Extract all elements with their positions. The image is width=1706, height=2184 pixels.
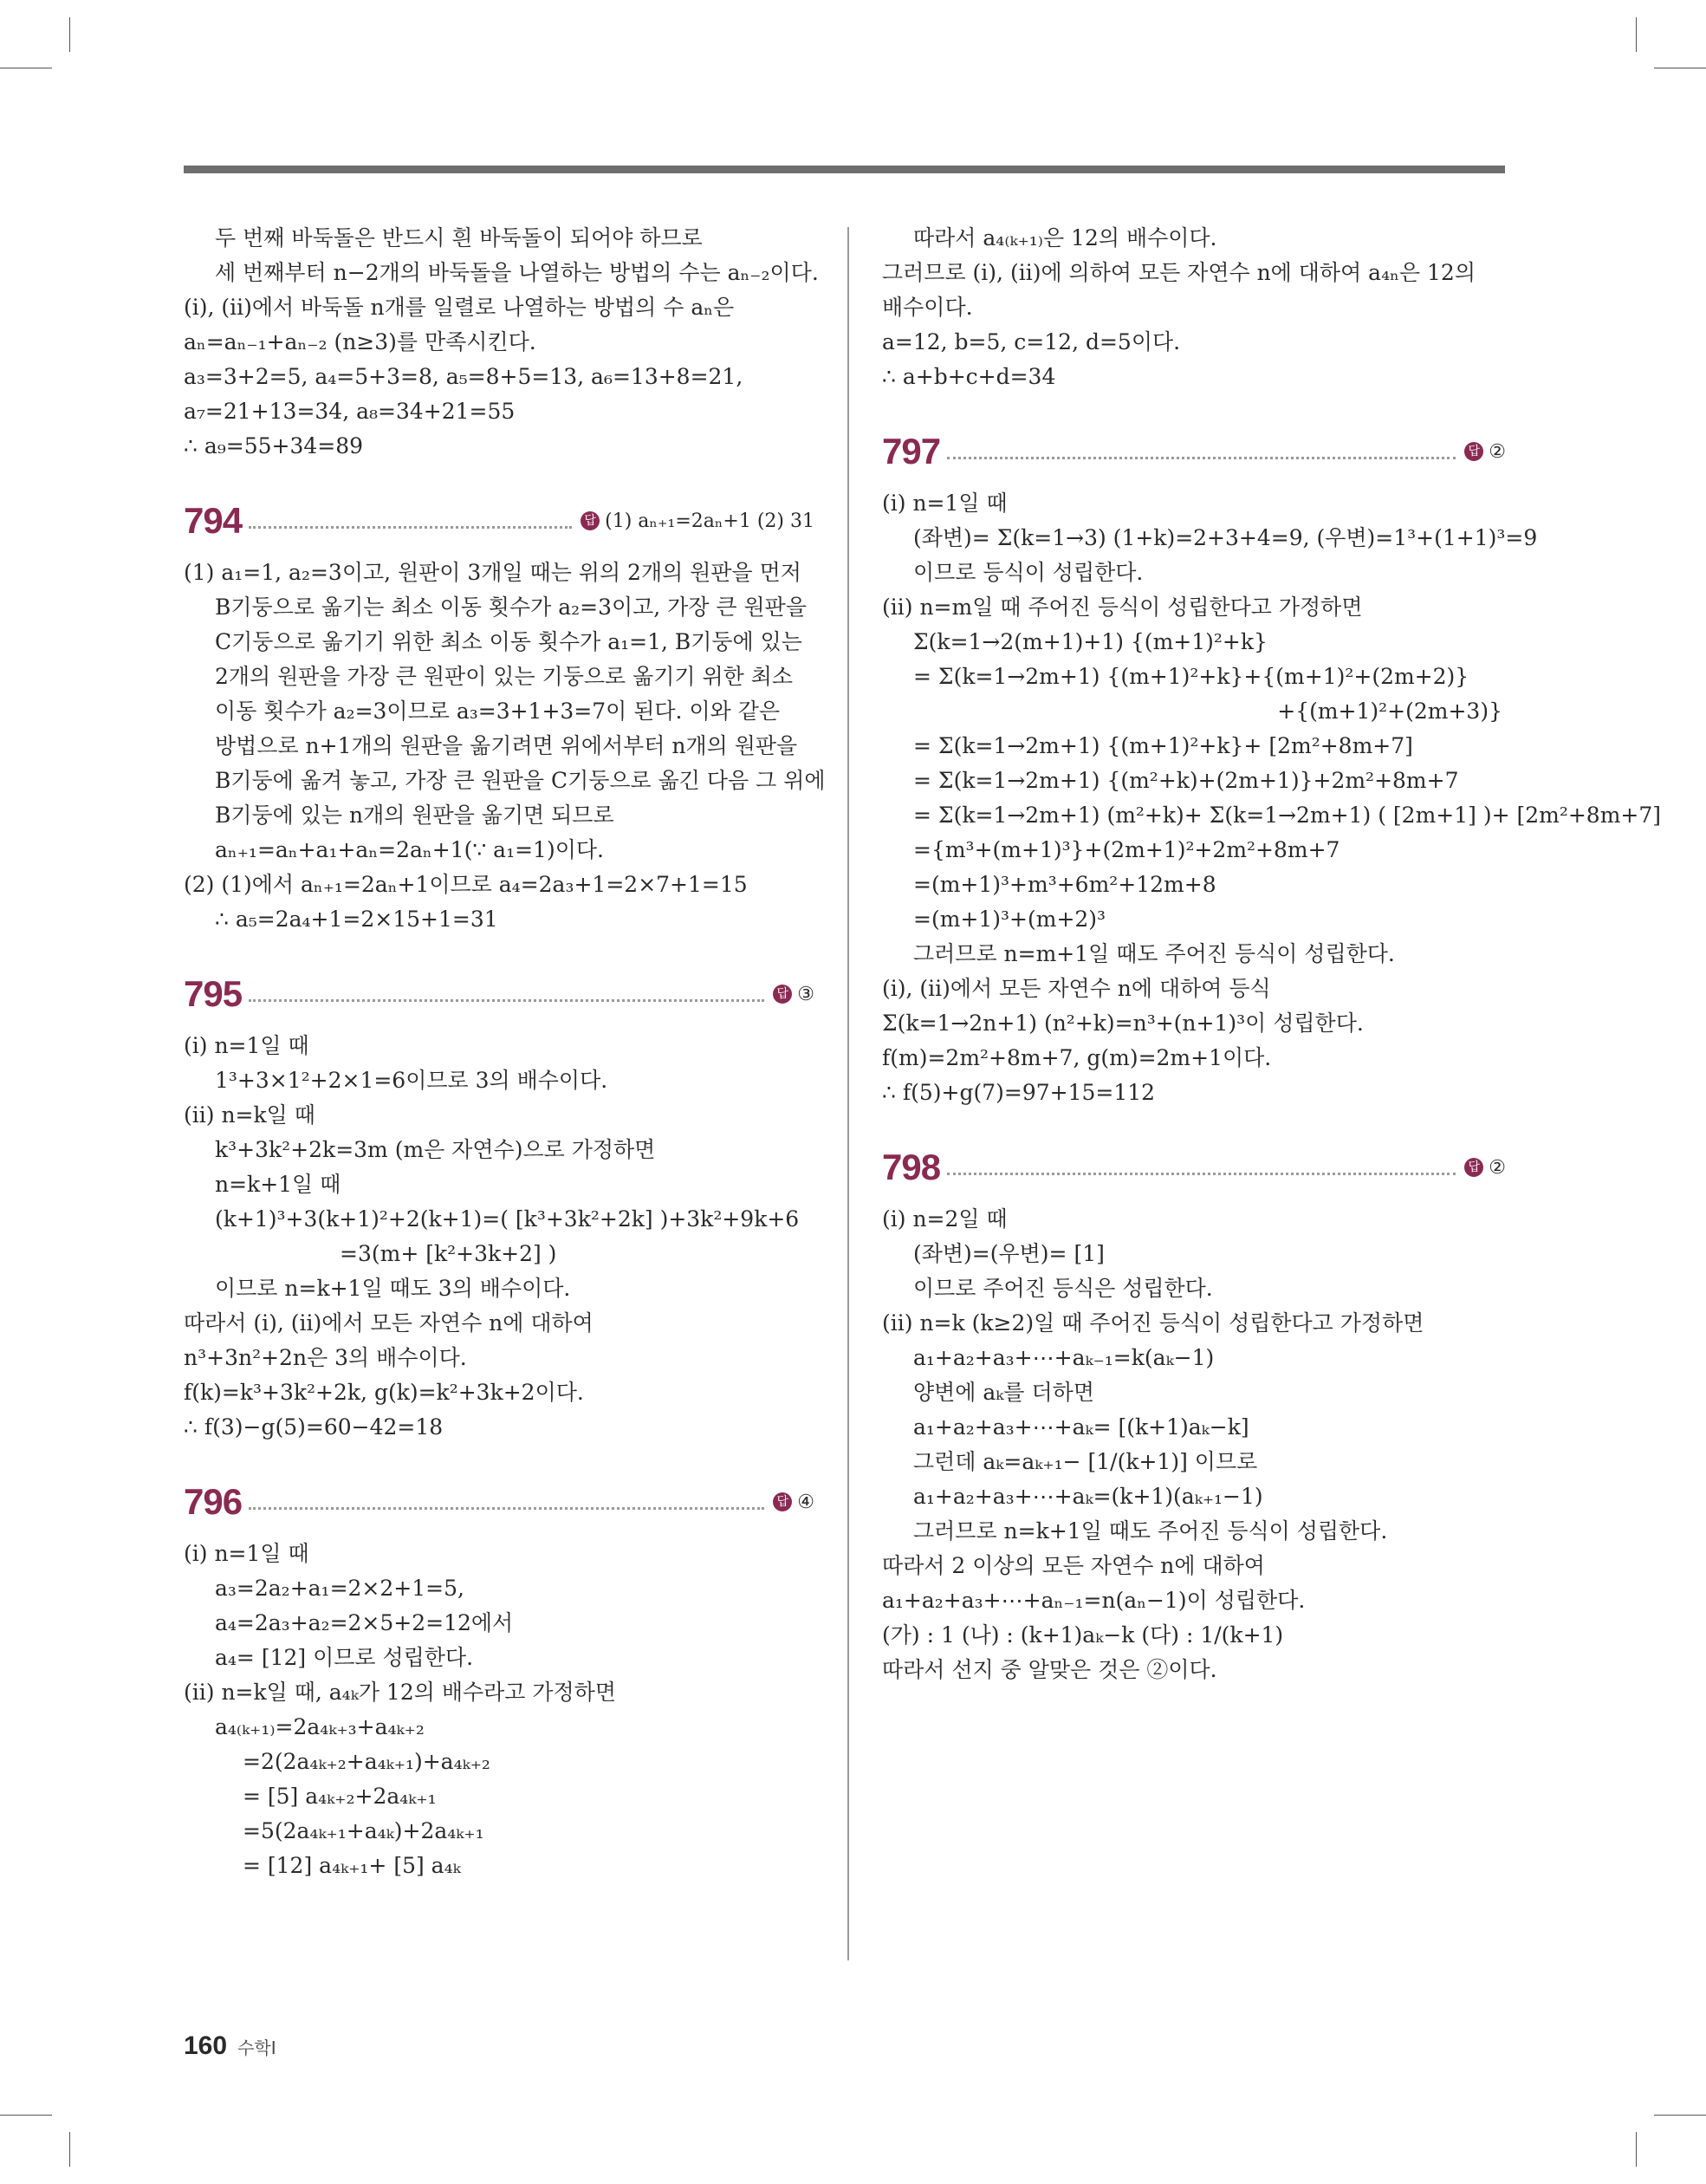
text-line: (1) a₁=1, a₂=3이고, 원판이 3개일 때는 위의 2개의 원판을 먼저 (184, 560, 801, 585)
answer-text: ③ (797, 983, 814, 1005)
text-line: a₄=2a₃+a₂=2×5+2=12에서 (215, 1610, 514, 1635)
section-header-795 (184, 966, 814, 1022)
text-line: a₁+a₂+a₃+⋯+aₖ₋₁=k(aₖ−1) (913, 1345, 1215, 1370)
text-line: a₄₍ₖ₊₁₎=2a₄ₖ₊₃+a₄ₖ₊₂ (215, 1714, 425, 1739)
column-divider (847, 227, 849, 1960)
answer-text: ② (1489, 1156, 1506, 1179)
text-line: ∴ a₅=2a₄+1=2×15+1=31 (215, 907, 498, 932)
text-line: C기둥으로 옮기기 위한 최소 이동 횟수가 a₁=1, B기둥에 있는 (215, 629, 802, 654)
text-line: 따라서 a₄₍ₖ₊₁₎은 12의 배수이다. (913, 225, 1217, 250)
text-line: k³+3k²+2k=3m (m은 자연수)으로 가정하면 (215, 1137, 656, 1162)
text-line: 양변에 aₖ를 더하면 (913, 1380, 1094, 1405)
text-line: 방법으로 n+1개의 원판을 옮기려면 위에서부터 n개의 원판을 (215, 733, 798, 758)
text-line: = [5] a₄ₖ₊₂+2a₄ₖ₊₁ (243, 1784, 437, 1809)
text-line: a₁+a₂+a₃+⋯+aₙ₋₁=n(aₙ−1)이 성립한다. (882, 1588, 1306, 1613)
text-line: (ⅰ) n=1일 때 (184, 1033, 309, 1058)
text-line: a₁+a₂+a₃+⋯+aₖ= [(k+1)aₖ−k] (913, 1414, 1249, 1440)
answer-badge-icon: 답 (773, 1492, 792, 1511)
answer-label (581, 510, 814, 532)
text-line: 이므로 주어진 등식은 성립한다. (913, 1276, 1213, 1301)
answer-badge-icon: 답 (1464, 1158, 1483, 1177)
text-line: B기둥에 있는 n개의 원판을 옮기면 되므로 (215, 803, 614, 828)
text-line: = Σ(k=1→2m+1) (m²+k)+ Σ(k=1→2m+1) ( [2m+1] )+ [2m²+8m+7] (913, 803, 1662, 828)
text-line: (ⅱ) n=m일 때 주어진 등식이 성립한다고 가정하면 (882, 595, 1363, 620)
text-line: (ⅰ) n=2일 때 (882, 1206, 1008, 1232)
right-intro (882, 221, 1506, 394)
answer-label (773, 1492, 814, 1513)
section-header-794 (184, 493, 814, 549)
text-line: a₇=21+13=34, a₈=34+21=55 (184, 399, 516, 424)
left-intro (184, 221, 819, 464)
crop-mark (69, 2132, 70, 2167)
text-line: (ⅰ) n=1일 때 (882, 491, 1008, 516)
section-number: 796 (184, 1481, 243, 1522)
page-number: 160 (184, 2031, 228, 2060)
left-column (184, 221, 826, 1883)
text-line: ∴ a+b+c+d=34 (882, 364, 1056, 389)
text-line: (2) (1)에서 aₙ₊₁=2aₙ+1이므로 a₄=2a₃+1=2×7+1=15 (184, 872, 748, 897)
dotted-leader (249, 526, 572, 529)
text-line: 세 번째부터 n−2개의 바둑돌을 나열하는 방법의 수는 aₙ₋₂이다. (215, 260, 819, 285)
text-line: =3(m+ [k²+3k+2] ) (340, 1241, 557, 1266)
text-line: f(k)=k³+3k²+2k, g(k)=k²+3k+2이다. (184, 1380, 584, 1405)
text-line: =2(2a₄ₖ₊₂+a₄ₖ₊₁)+a₄ₖ₊₂ (243, 1749, 490, 1774)
text-line: B기둥에 옮겨 놓고, 가장 큰 원판을 C기둥으로 옮긴 다음 그 위에 (215, 768, 826, 793)
text-line: 그러므로 n=k+1일 때도 주어진 등식이 성립한다. (913, 1518, 1388, 1544)
text-line: B기둥으로 옮기는 최소 이동 횟수가 a₂=3이고, 가장 큰 원판을 (215, 595, 807, 620)
text-line: 배수이다. (882, 295, 973, 320)
dotted-leader (249, 999, 764, 1002)
text-line: 따라서 2 이상의 모든 자연수 n에 대하여 (882, 1553, 1265, 1578)
page-footer (184, 2031, 276, 2061)
section-number: 795 (184, 973, 243, 1014)
text-line: a₃=3+2=5, a₄=5+3=8, a₅=8+5=13, a₆=13+8=21, (184, 364, 743, 389)
text-line: +{(m+1)²+(2m+3)} (1277, 699, 1502, 724)
text-line: 이므로 등식이 성립한다. (913, 560, 1144, 585)
text-line: (가) : 1 (나) : (k+1)aₖ−k (다) : 1/(k+1) (882, 1622, 1284, 1648)
text-line: =(m+1)³+m³+6m²+12m+8 (913, 872, 1216, 897)
text-line: 그러므로 (ⅰ), (ⅱ)에 의하여 모든 자연수 n에 대하여 a₄ₙ은 12의 (882, 260, 1476, 285)
text-line: = Σ(k=1→2m+1) {(m+1)²+k}+{(m+1)²+(2m+2)} (913, 664, 1469, 689)
solution-797 (882, 486, 1662, 1110)
text-line: n³+3n²+2n은 3의 배수이다. (184, 1345, 467, 1370)
answer-label (1464, 1157, 1506, 1179)
solution-795 (184, 1029, 814, 1445)
text-line: n=k+1일 때 (215, 1172, 341, 1197)
dotted-leader (249, 1507, 764, 1510)
text-line: = Σ(k=1→2m+1) {(m+1)²+k}+ [2m²+8m+7] (913, 733, 1413, 758)
dotted-leader (947, 1173, 1456, 1175)
solution-794 (184, 556, 826, 937)
text-line: aₙ₊₁=aₙ+a₁+aₙ=2aₙ+1(∵ a₁=1)이다. (215, 837, 604, 862)
text-line: 2개의 원판을 가장 큰 원판이 있는 기둥으로 옮기기 위한 최소 (215, 664, 794, 689)
section-number: 794 (184, 500, 243, 541)
text-line: ∴ a₉=55+34=89 (184, 433, 364, 458)
text-line: (ⅰ) n=1일 때 (184, 1541, 309, 1566)
answer-text: (1) aₙ₊₁=2aₙ+1 (2) 31 (605, 510, 814, 532)
text-line: 그러므로 n=m+1일 때도 주어진 등식이 성립한다. (913, 941, 1395, 966)
text-line: ∴ f(5)+g(7)=97+15=112 (882, 1080, 1156, 1105)
text-line: (ⅱ) n=k (k≥2)일 때 주어진 등식이 성립한다고 가정하면 (882, 1310, 1424, 1336)
crop-mark (1636, 17, 1637, 52)
text-line: Σ(k=1→2n+1) (n²+k)=n³+(n+1)³이 성립한다. (882, 1011, 1364, 1036)
text-line: 이므로 n=k+1일 때도 3의 배수이다. (215, 1276, 571, 1301)
section-number: 798 (882, 1147, 941, 1187)
text-line: =(m+1)³+(m+2)³ (913, 907, 1106, 932)
text-line: (좌변)=(우변)= [1] (913, 1241, 1105, 1266)
answer-text: ④ (797, 1491, 814, 1513)
text-line: f(m)=2m²+8m+7, g(m)=2m+1이다. (882, 1045, 1272, 1070)
text-line: aₙ=aₙ₋₁+aₙ₋₂ (n≥3)를 만족시킨다. (184, 329, 536, 354)
answer-badge-icon: 답 (1464, 442, 1483, 461)
answer-badge-icon: 답 (581, 511, 600, 530)
text-line: 따라서 (ⅰ), (ⅱ)에서 모든 자연수 n에 대하여 (184, 1310, 594, 1336)
text-line: 이동 횟수가 a₂=3이므로 a₃=3+1+3=7이 된다. 이와 같은 (215, 699, 780, 724)
section-header-797 (882, 424, 1506, 479)
text-line: =5(2a₄ₖ₊₁+a₄ₖ)+2a₄ₖ₊₁ (243, 1818, 484, 1843)
text-line: (ⅰ), (ⅱ)에서 바둑돌 n개를 일렬로 나열하는 방법의 수 aₙ은 (184, 295, 735, 320)
solution-798 (882, 1202, 1506, 1687)
crop-mark (1636, 2132, 1637, 2167)
answer-label (773, 984, 814, 1005)
right-column (882, 221, 1662, 1687)
answer-badge-icon: 답 (773, 985, 792, 1004)
answer-text: ② (1489, 440, 1506, 463)
text-line: 따라서 선지 중 알맞은 것은 ②이다. (882, 1657, 1217, 1682)
text-line: (좌변)= Σ(k=1→3) (1+k)=2+3+4=9, (우변)=1³+(1+1)³=9 (913, 525, 1538, 550)
book-title: 수학Ⅰ (237, 2038, 276, 2058)
text-line: 1³+3×1²+2×1=6이므로 3의 배수이다. (215, 1068, 608, 1093)
crop-mark (0, 2115, 52, 2116)
text-line: 그런데 aₖ=aₖ₊₁− [1/(k+1)] 이므로 (913, 1449, 1258, 1474)
text-line: Σ(k=1→2(m+1)+1) {(m+1)²+k} (913, 629, 1268, 654)
text-line: ∴ f(3)−g(5)=60−42=18 (184, 1414, 444, 1440)
crop-mark (69, 17, 70, 52)
text-line: 두 번째 바둑돌은 반드시 흰 바둑돌이 되어야 하므로 (215, 225, 703, 250)
answer-label (1464, 441, 1506, 463)
text-line: = [12] a₄ₖ₊₁+ [5] a₄ₖ (243, 1853, 461, 1878)
text-line: a₁+a₂+a₃+⋯+aₖ=(k+1)(aₖ₊₁−1) (913, 1484, 1263, 1509)
dotted-leader (947, 457, 1456, 459)
section-header-798 (882, 1140, 1506, 1195)
text-line: a₃=2a₂+a₁=2×2+1=5, (215, 1576, 464, 1601)
text-line: = Σ(k=1→2m+1) {(m²+k)+(2m+1)}+2m²+8m+7 (913, 768, 1459, 793)
text-line: (ⅱ) n=k일 때, a₄ₖ가 12의 배수라고 가정하면 (184, 1680, 616, 1705)
crop-mark (1654, 2115, 1706, 2116)
section-header-796 (184, 1474, 814, 1530)
text-line: (ⅱ) n=k일 때 (184, 1102, 315, 1128)
text-line: ={m³+(m+1)³}+(2m+1)²+2m²+8m+7 (913, 837, 1340, 862)
section-number: 797 (882, 431, 941, 471)
text-line: a=12, b=5, c=12, d=5이다. (882, 329, 1181, 354)
text-line: (ⅰ), (ⅱ)에서 모든 자연수 n에 대하여 등식 (882, 976, 1271, 1001)
header-rule (184, 166, 1505, 173)
text-line: a₄= [12] 이므로 성립한다. (215, 1645, 474, 1670)
text-line: (k+1)³+3(k+1)²+2(k+1)=( [k³+3k²+2k] )+3k²+9k+6 (215, 1206, 800, 1232)
solution-796 (184, 1537, 814, 1883)
